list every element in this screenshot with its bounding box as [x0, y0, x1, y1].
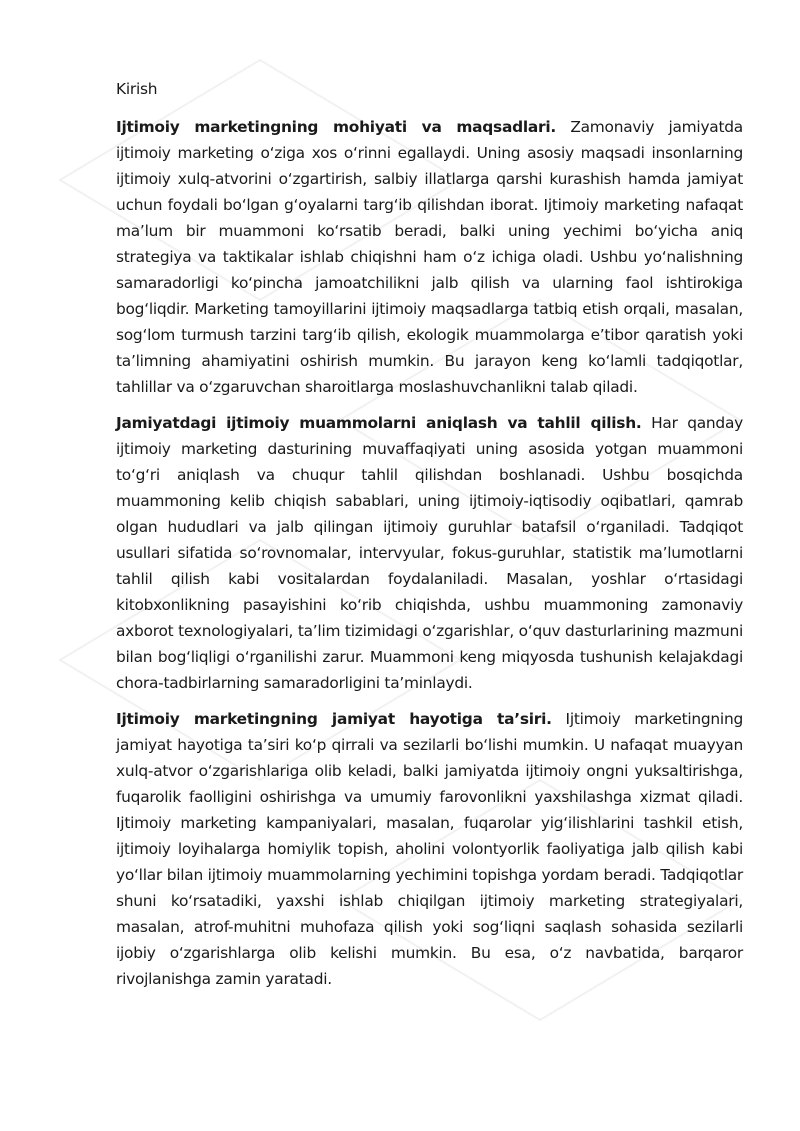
paragraph-2-body: Har qanday ijtimoiy marketing dasturining muvaffaqiyati uning asosida yotgan muammoni to‘g‘ri aniqlash va chuqur tahlil qilishdan boshlanadi. Ushbu bosqichda muammoning kelib chiqish sabablari, uning ijtimoiy-iqtisodiy oqibatlari, qamrab olgan hududlari va jalb qilingan ijtimoiy guruhlar batafsil o‘rganiladi. Tadqiqot usullari sifatida so‘rovnomalar, intervyular, fokus-guruhlar, statistik ma’lumotlarni tahlil qilish kabi vositalardan foydalaniladi. Masalan, yoshlar o‘rtasidagi kitobxonlikning pasayishini ko‘rib chiqishda, ushbu muammoning zamonaviy axborot texnologiyalari, ta’lim tizimidagi o‘zgarishlar, o‘quv dasturlarining mazmuni bilan bog‘liqligi o‘rganilishi zarur. Muammoni keng miqyosda tushunish kelajakdagi chora-tadbirlarning samaradorligini ta’minlaydi. [116, 414, 743, 692]
document-body [116, 76, 743, 1002]
paragraph-2-title: Jamiyatdagi ijtimoiy muammolarni aniqlash va tahlil qilish. [116, 414, 642, 432]
paragraph-1-body: Zamonaviy jamiyatda ijtimoiy marketing o‘ziga xos o‘rinni egallaydi. Uning asosiy maqsadi insonlarning ijtimoiy xulq-atvorini o‘zgartirish, salbiy illatlarga qarshi kurashish hamda jamiyat uchun foydali bo‘lgan g‘oyalarni targ‘ib qilishdan iborat. Ijtimoiy marketing nafaqat ma’lum bir muammoni ko‘rsatib beradi, balki uning yechimi bo‘yicha aniq strategiya va taktikalar ishlab chiqishni ham o‘z ichiga oladi. Ushbu yo‘nalishning samaradorligi ko‘pincha jamoatchilikni jalb qilish va ularning faol ishtirokiga bog‘liqdir. Marketing tamoyillarini ijtimoiy maqsadlarga tatbiq etish orqali, masalan, sog‘lom turmush tarzini targ‘ib qilish, ekologik muammolarga e’tibor qaratish yoki ta’limning ahamiyatini oshirish mumkin. Bu jarayon keng ko‘lamli tadqiqotlar, tahlillar va o‘zgaruvchan sharoitlarga moslashuvchanlikni talab qiladi. [116, 118, 743, 396]
paragraph-1 [116, 114, 743, 400]
paragraph-3 [116, 706, 743, 992]
paragraph-3-title: Ijtimoiy marketingning jamiyat hayotiga ta’siri. [116, 710, 552, 728]
paragraph-1-title: Ijtimoiy marketingning mohiyati va maqsadlari. [116, 118, 556, 136]
section-heading: Kirish [116, 80, 158, 98]
paragraph-3-body: Ijtimoiy marketingning jamiyat hayotiga ta’siri ko‘p qirrali va sezilarli bo‘lishi mumkin. U nafaqat muayyan xulq-atvor o‘zgarishlariga olib keladi, balki jamiyatda ijtimoiy ongni yuksaltirishga, fuqarolik faolligini oshirishga va umumiy farovonlikni yaxshilashga xizmat qiladi. Ijtimoiy marketing kampaniyalari, masalan, fuqarolar yig‘ilishlarini tashkil etish, ijtimoiy loyihalarga homiylik topish, aholini volontyorlik faoliyatiga jalb qilish kabi yo‘llar bilan ijtimoiy muammolarning yechimini topishga yordam beradi. Tadqiqotlar shuni ko‘rsatadiki, yaxshi ishlab chiqilgan ijtimoiy marketing strategiyalari, masalan, atrof-muhitni muhofaza qilish yoki sog‘liqni saqlash sohasida sezilarli ijobiy o‘zgarishlarga olib kelishi mumkin. Bu esa, o‘z navbatida, barqaror rivojlanishga zamin yaratadi. [116, 710, 743, 988]
paragraph-2 [116, 410, 743, 696]
